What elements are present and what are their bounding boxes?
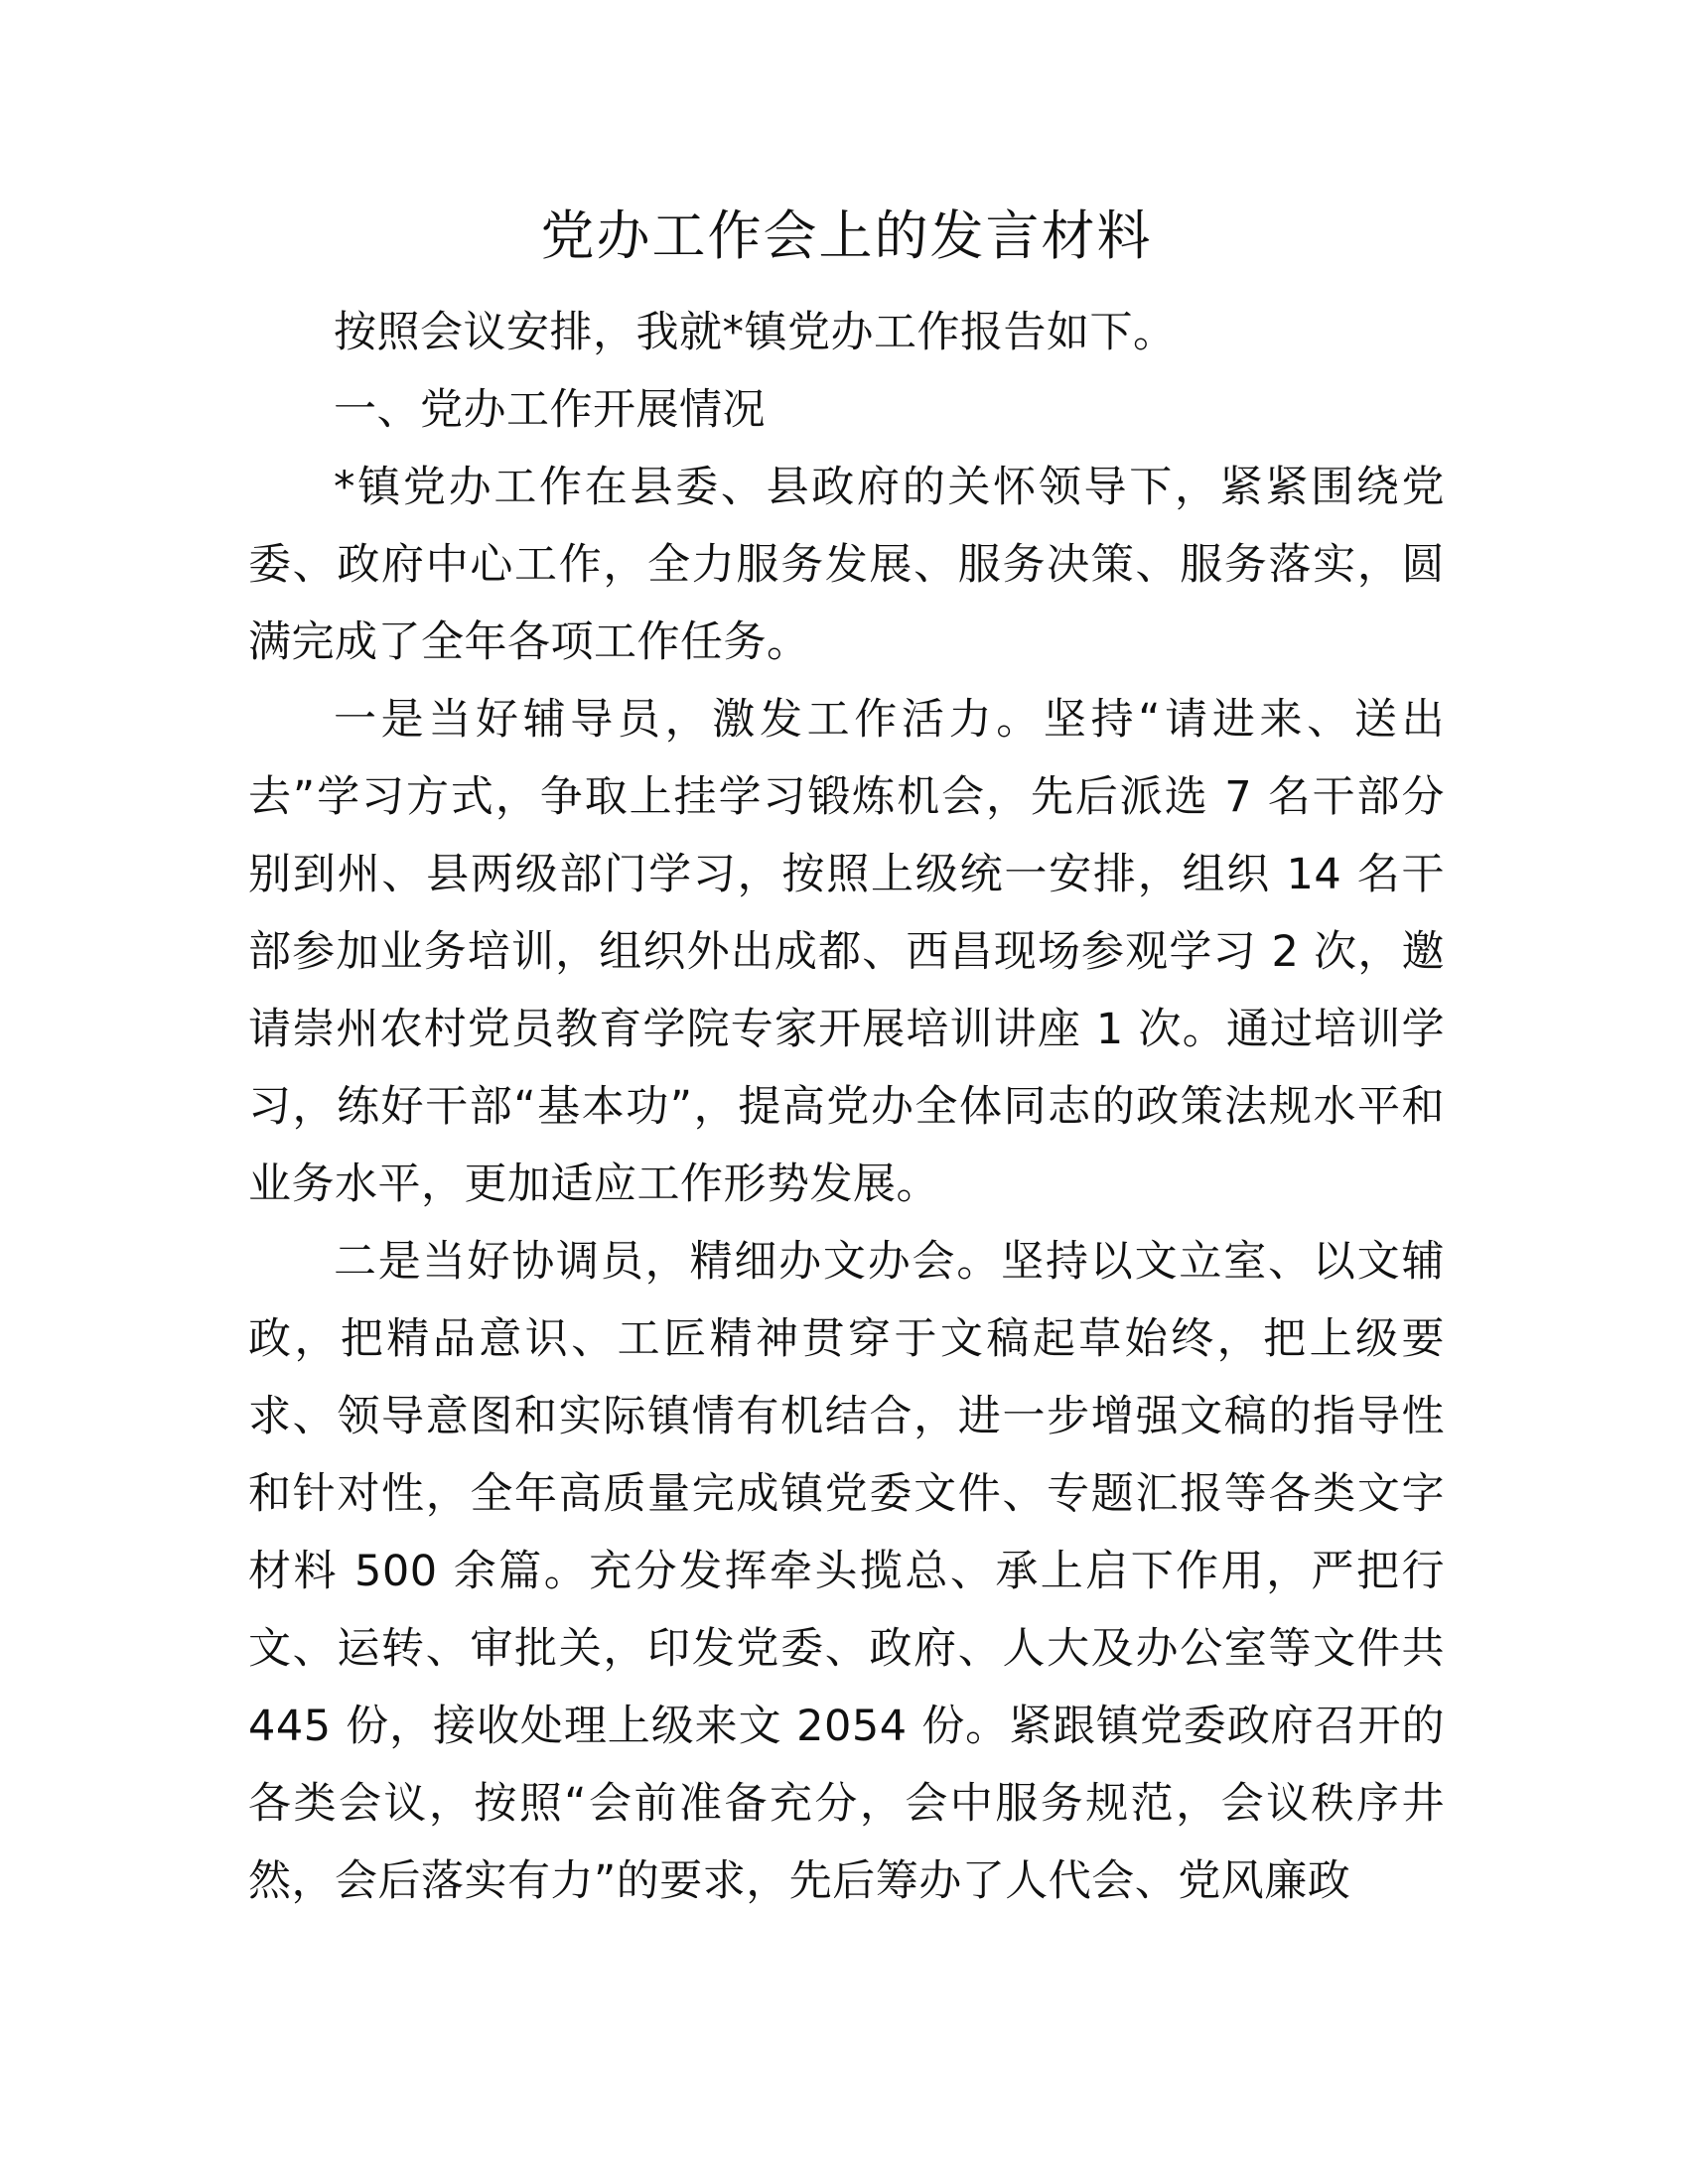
document-title: 党办工作会上的发言材料 [540,205,1153,267]
section-heading-1: 一、党办工作开展情况 [334,385,766,435]
paragraph-point-2: 二是当好协调员，精细办文办会。坚持以文立室、以文辅政，把精品意识、工匠精神贯穿于文稿起草始终，把上级要求、领导意图和实际镇情有机结合，进一步增强文稿的指导性和针对性，全年高质量完成镇党委文件、专题汇报等各类文字材料 500 余篇。充分发挥牵头揽总、承上启下作用，严把行文、运转、审批关，印发党委、政府、人大及办公室等文件共 445 份，接收处理上级来文 2054 份。紧跟镇党委政府召开的各类会议，按照“会前准备充分，会中服务规范，会议秩序井然，会后落实有力”的要求，先后筹办了人代会、党风廉政 [248,1237,1445,1906]
paragraph-overview: *镇党办工作在县委、县政府的关怀领导下，紧紧围绕党委、政府中心工作，全力服务发展、服务决策、服务落实，圆满完成了全年各项工作任务。 [248,463,1445,667]
document-page [248,199,1445,1920]
paragraph-intro: 按照会议安排，我就*镇党办工作报告如下。 [334,308,1177,357]
paragraph-point-1: 一是当好辅导员，激发工作活力。坚持“请进来、送出去”学习方式，争取上挂学习锻炼机会，先后派选 7 名干部分别到州、县两级部门学习，按照上级统一安排，组织 14 名干部参加业务培训，组织外出成都、西昌现场参观学习 2 次，邀请崇州农村党员教育学院专家开展培训讲座 1 次。通过培训学习，练好干部“基本功”，提高党办全体同志的政策法规水平和业务水平，更加适应工作形势发展。 [248,695,1445,1209]
